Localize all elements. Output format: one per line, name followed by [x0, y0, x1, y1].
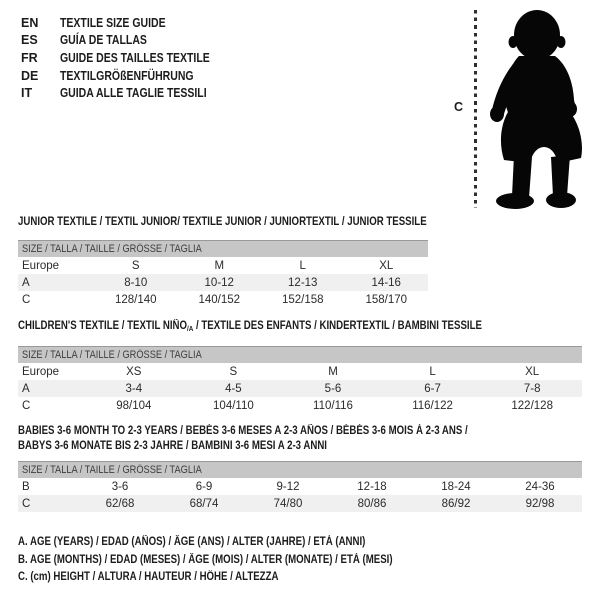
- table-title-line1: BABIES 3-6 MONTH TO 2-3 YEARS / BEBÉS 3-6 MESES A 2-3 AÑOS / BÉBÉS 3-6 MOIS À 2-3 ANS /: [18, 425, 468, 437]
- language-item: [21, 49, 238, 67]
- row-label: C: [22, 399, 31, 412]
- size-value-cell: 4-5: [225, 382, 242, 395]
- height-measure-line: [474, 10, 477, 208]
- babies-textile-section: [18, 424, 582, 512]
- size-value-cell: M: [328, 365, 338, 378]
- title-prefix: CHILDREN'S TEXTILE / TEXTIL NIÑO: [18, 320, 188, 332]
- language-label: GUÍA DE TALLAS: [60, 33, 147, 48]
- size-value-cell: 116/122: [412, 399, 453, 412]
- language-label: GUIDA ALLE TAGLIE TESSILI: [60, 86, 207, 101]
- footnotes: [18, 536, 464, 589]
- table-title-text: [18, 320, 482, 335]
- size-value-cell: XL: [379, 259, 394, 272]
- footnote-text: B. AGE (MONTHS) / EDAD (MESES) / ÂGE (MOIS) / ALTER (MONATE) / ETÀ (MESI): [18, 553, 393, 566]
- language-label: TEXTILE SIZE GUIDE: [60, 15, 166, 30]
- junior-textile-section: [18, 216, 428, 309]
- table-row: [18, 478, 582, 495]
- size-header-band: [18, 346, 582, 363]
- size-value-cell: 152/158: [281, 293, 324, 306]
- size-value-cell: 8-10: [124, 276, 148, 289]
- table-row: [18, 495, 582, 512]
- language-list: [21, 14, 238, 102]
- language-item: [21, 67, 238, 85]
- row-label: A: [22, 276, 30, 289]
- language-label: TEXTILGRÖßENFÜHRUNG: [60, 68, 194, 83]
- size-value-cell: XS: [126, 365, 142, 378]
- size-header-text: SIZE / TALLA / TAILLE / GRÖSSE / TAGLIA: [22, 349, 202, 361]
- language-code: DE: [21, 68, 39, 83]
- size-value-cell: 6-7: [424, 382, 441, 395]
- size-value-cell: 158/170: [365, 293, 408, 306]
- footnote-a: [18, 536, 464, 554]
- children-textile-section: [18, 320, 582, 415]
- language-code: IT: [21, 86, 33, 101]
- size-value-cell: S: [131, 259, 140, 272]
- size-value-cell: 68/74: [189, 497, 219, 510]
- row-label: B: [22, 480, 30, 493]
- size-header-band: [18, 461, 582, 478]
- row-label: Europe: [22, 365, 60, 378]
- size-value-cell: 3-4: [125, 382, 143, 395]
- table-row: [18, 257, 428, 274]
- size-header-band: [18, 240, 428, 257]
- size-value-cell: 6-9: [195, 480, 213, 493]
- size-value-cell: 104/110: [213, 399, 254, 412]
- children-size-table: [18, 363, 582, 415]
- size-value-cell: 14-16: [371, 276, 401, 289]
- size-value-cell: 98/104: [116, 399, 152, 412]
- table-row: [18, 274, 428, 291]
- size-value-cell: 110/116: [313, 399, 353, 412]
- row-label: C: [22, 497, 31, 510]
- table-title: [18, 320, 582, 335]
- table-title: [18, 216, 428, 229]
- size-value-cell: 122/128: [511, 399, 553, 412]
- language-code: ES: [21, 33, 38, 48]
- table-row: [18, 363, 582, 380]
- footnote-text: C. (cm) HEIGHT / ALTURA / HAUTEUR / HÖHE / ALTEZZA: [18, 571, 279, 583]
- size-value-cell: 10-12: [204, 276, 234, 289]
- size-value-cell: 12-13: [288, 276, 318, 289]
- size-header-text: SIZE / TALLA / TAILLE / GRÖSSE / TAGLIA: [22, 464, 202, 476]
- table-title-line2: BABYS 3-6 MONATE BIS 2-3 JAHRE / BAMBINI 3-6 MESI A 2-3 ANNI: [18, 440, 327, 452]
- size-value-cell: 7-8: [523, 382, 541, 395]
- language-item: [21, 84, 238, 102]
- title-suffix: / TEXTILE DES ENFANTS / KINDERTEXTIL / BAMBINI TESSILE: [193, 320, 482, 332]
- size-value-cell: 18-24: [441, 480, 471, 493]
- footnote-b: [18, 554, 464, 572]
- size-value-cell: XL: [525, 365, 540, 378]
- size-value-cell: 5-6: [324, 382, 342, 395]
- size-value-cell: 80/86: [357, 497, 387, 510]
- size-value-cell: 62/68: [105, 497, 135, 510]
- size-value-cell: 86/92: [441, 497, 471, 510]
- language-code: EN: [21, 15, 39, 30]
- height-measure-label: C: [454, 100, 464, 114]
- size-value-cell: 128/140: [114, 293, 157, 306]
- size-value-cell: M: [214, 259, 225, 272]
- language-item: [21, 32, 238, 50]
- size-value-cell: 74/80: [273, 497, 303, 510]
- language-label: GUIDE DES TAILLES TEXTILE: [60, 50, 210, 65]
- size-value-cell: L: [299, 259, 306, 272]
- size-value-cell: 3-6: [111, 480, 129, 493]
- language-item: [21, 14, 238, 32]
- language-code: FR: [21, 50, 38, 65]
- row-label: C: [22, 293, 31, 306]
- size-value-cell: L: [429, 365, 436, 378]
- footnote-c: [18, 571, 464, 589]
- babies-size-table: [18, 478, 582, 512]
- footnote-text: A. AGE (YEARS) / EDAD (AÑOS) / ÂGE (ANS) / ALTER (JAHRE) / ETÀ (ANNI): [18, 536, 366, 548]
- table-title-text: JUNIOR TEXTILE / TEXTIL JUNIOR/ TEXTILE JUNIOR / JUNIORTEXTIL / JUNIOR TESSILE: [18, 216, 427, 228]
- size-value-cell: 12-18: [357, 480, 387, 493]
- size-value-cell: 24-36: [525, 480, 555, 493]
- table-title: [18, 424, 582, 454]
- size-value-cell: 92/98: [525, 497, 555, 510]
- table-row: [18, 380, 582, 397]
- toddler-silhouette-icon: [487, 8, 591, 210]
- row-label: Europe: [22, 259, 60, 272]
- title-subscript: /A: [187, 324, 194, 333]
- row-label: A: [22, 382, 30, 395]
- size-value-cell: 9-12: [276, 480, 300, 493]
- size-header-text: SIZE / TALLA / TAILLE / GRÖSSE / TAGLIA: [22, 243, 202, 255]
- junior-size-table: [18, 257, 428, 309]
- size-value-cell: 140/152: [198, 293, 241, 306]
- table-row: [18, 291, 428, 308]
- size-value-cell: S: [229, 365, 238, 378]
- table-row: [18, 397, 582, 414]
